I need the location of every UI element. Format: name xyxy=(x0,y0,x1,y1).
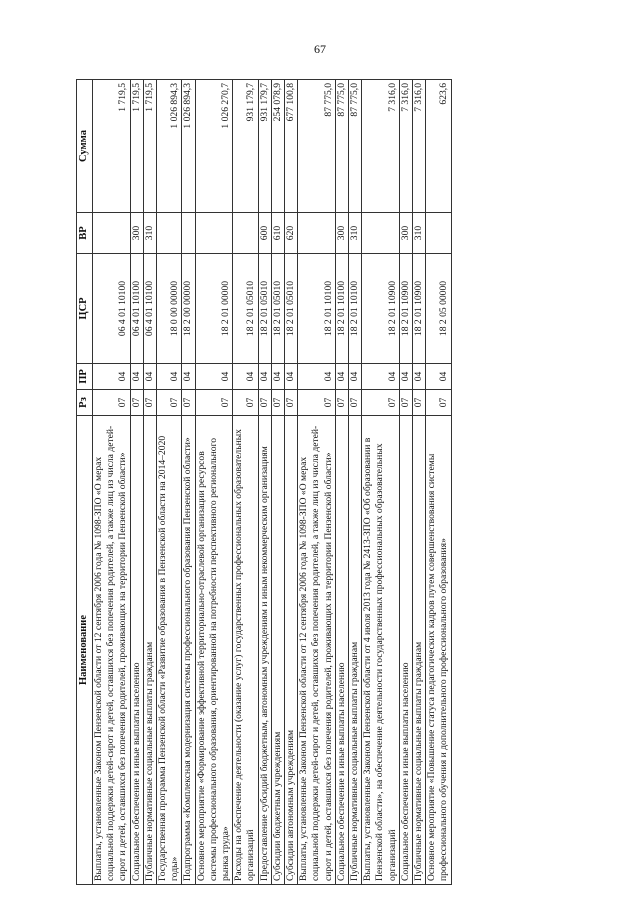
cell-csr: 18 2 05 00000 xyxy=(426,254,451,364)
cell-name: Основное мероприятие «Повышение статуса педагогических кадров путем совершенствования системы профессионального обучения и дополнительного профессионального образования» xyxy=(426,416,451,885)
table-row xyxy=(93,80,131,885)
cell-name: Публичные нормативные социальные выплаты гражданам xyxy=(143,416,156,885)
cell-csr: 18 2 00 00000 xyxy=(182,254,195,364)
table-row xyxy=(143,80,156,885)
header-vr: ВР xyxy=(77,213,93,254)
cell-csr: 18 2 01 05010 xyxy=(285,254,298,364)
cell-sum: 931 179,7 xyxy=(233,80,258,213)
cell-pr: 04 xyxy=(233,364,258,390)
cell-vr xyxy=(426,213,451,254)
cell-sum: 623,6 xyxy=(426,80,451,213)
cell-pr: 04 xyxy=(399,364,412,390)
cell-name: Предоставление субсидий бюджетным, автономным учреждениям и иным некоммерческим организациям xyxy=(258,416,271,885)
cell-rz: 07 xyxy=(195,390,233,416)
cell-name: Социальное обеспечение и иные выплаты населению xyxy=(399,416,412,885)
cell-name: Подпрограмма «Комплексная модернизация системы профессионального образования Пензенской области» xyxy=(182,416,195,885)
table-row xyxy=(413,80,426,885)
cell-vr: 300 xyxy=(399,213,412,254)
cell-name: Основное мероприятие «Формирование эффективной территориально-отраслевой организации ресурсов системы профессионального образования, ориентированной на потребности перспективного регионального рынка труда» xyxy=(195,416,233,885)
cell-pr: 04 xyxy=(298,364,336,390)
cell-pr: 04 xyxy=(130,364,143,390)
cell-vr: 610 xyxy=(271,213,284,254)
table-row xyxy=(285,80,298,885)
cell-sum: 7 316,0 xyxy=(399,80,412,213)
cell-sum: 1 719,5 xyxy=(143,80,156,213)
cell-pr: 04 xyxy=(93,364,131,390)
cell-vr: 600 xyxy=(258,213,271,254)
cell-rz: 07 xyxy=(182,390,195,416)
cell-name: Расходы на обеспечение деятельности (оказание услуг) государственных профессиональных образовательных организаций xyxy=(233,416,258,885)
cell-csr: 18 2 01 10100 xyxy=(298,254,336,364)
cell-csr: 18 2 01 10900 xyxy=(413,254,426,364)
cell-name: Социальное обеспечение и иные выплаты населению xyxy=(130,416,143,885)
cell-csr: 06 4 01 10100 xyxy=(93,254,131,364)
table-row xyxy=(399,80,412,885)
table-row xyxy=(157,80,182,885)
cell-pr: 04 xyxy=(413,364,426,390)
cell-sum: 1 026 894,3 xyxy=(182,80,195,213)
header-pr: ПР xyxy=(77,364,93,390)
cell-pr: 04 xyxy=(271,364,284,390)
cell-sum: 87 775,0 xyxy=(298,80,336,213)
table-row xyxy=(233,80,258,885)
cell-pr: 04 xyxy=(195,364,233,390)
cell-pr: 04 xyxy=(285,364,298,390)
cell-csr: 06 4 01 10100 xyxy=(143,254,156,364)
cell-csr: 18 2 01 10900 xyxy=(362,254,400,364)
cell-csr: 18 2 01 00000 xyxy=(195,254,233,364)
cell-rz: 07 xyxy=(349,390,362,416)
cell-csr: 18 2 01 10100 xyxy=(335,254,348,364)
cell-vr xyxy=(298,213,336,254)
cell-rz: 07 xyxy=(285,390,298,416)
cell-csr: 18 2 01 05010 xyxy=(271,254,284,364)
cell-sum: 931 179,7 xyxy=(258,80,271,213)
cell-name: Субсидии автономным учреждениям xyxy=(285,416,298,885)
cell-name: Социальное обеспечение и иные выплаты населению xyxy=(335,416,348,885)
cell-sum: 1 026 894,3 xyxy=(157,80,182,213)
cell-sum: 1 719,5 xyxy=(93,80,131,213)
cell-vr xyxy=(182,213,195,254)
table-row xyxy=(335,80,348,885)
cell-sum: 1 719,5 xyxy=(130,80,143,213)
cell-pr: 04 xyxy=(143,364,156,390)
cell-vr: 310 xyxy=(413,213,426,254)
cell-rz: 07 xyxy=(271,390,284,416)
rotated-table-wrapper xyxy=(76,80,555,885)
cell-rz: 07 xyxy=(413,390,426,416)
cell-rz: 07 xyxy=(298,390,336,416)
page-number: 67 xyxy=(314,42,326,56)
cell-csr: 18 2 01 10900 xyxy=(399,254,412,364)
cell-vr xyxy=(233,213,258,254)
table-row xyxy=(130,80,143,885)
cell-pr: 04 xyxy=(426,364,451,390)
header-name: Наименование xyxy=(77,416,93,885)
cell-sum: 87 775,0 xyxy=(335,80,348,213)
cell-csr: 18 2 01 10100 xyxy=(349,254,362,364)
table-header-row xyxy=(77,80,93,885)
cell-rz: 07 xyxy=(258,390,271,416)
cell-rz: 07 xyxy=(157,390,182,416)
cell-vr: 300 xyxy=(130,213,143,254)
cell-name: Государственная программа Пензенской области «Развитие образования в Пензенской области на 2014–2020 годы» xyxy=(157,416,182,885)
table-row xyxy=(298,80,336,885)
cell-rz: 07 xyxy=(335,390,348,416)
budget-table xyxy=(76,79,452,885)
cell-pr: 04 xyxy=(362,364,400,390)
cell-rz: 07 xyxy=(399,390,412,416)
cell-sum: 1 026 270,7 xyxy=(195,80,233,213)
cell-name: Выплаты, установленные Законом Пензенской области от 12 сентября 2006 года № 1098-ЗПО «О мерах социальной поддержки детей-сирот и детей, оставшихся без попечения родителей, а также лиц из числа детей-сирот и детей, оставшихся без попечения родителей, проживающих на территории Пензенской области» xyxy=(298,416,336,885)
cell-csr: 18 2 01 05010 xyxy=(258,254,271,364)
cell-pr: 04 xyxy=(335,364,348,390)
table-row xyxy=(349,80,362,885)
cell-csr: 06 4 01 10100 xyxy=(130,254,143,364)
cell-vr xyxy=(195,213,233,254)
cell-vr: 620 xyxy=(285,213,298,254)
cell-vr xyxy=(157,213,182,254)
cell-rz: 07 xyxy=(143,390,156,416)
table-row xyxy=(362,80,400,885)
cell-name: Выплаты, установленные Законом Пензенской области от 12 сентября 2006 года № 1098-ЗПО «О мерах социальной поддержки детей-сирот и детей, оставшихся без попечения родителей, а также лиц из числа детей-сирот и детей, оставшихся без попечения родителей, проживающих на территории Пензенской области» xyxy=(93,416,131,885)
cell-vr: 310 xyxy=(349,213,362,254)
cell-sum: 254 078,9 xyxy=(271,80,284,213)
cell-name: Субсидии бюджетным учреждениям xyxy=(271,416,284,885)
cell-sum: 87 775,0 xyxy=(349,80,362,213)
cell-vr: 310 xyxy=(143,213,156,254)
table-row xyxy=(182,80,195,885)
cell-vr xyxy=(93,213,131,254)
table-row xyxy=(195,80,233,885)
cell-rz: 07 xyxy=(93,390,131,416)
cell-rz: 07 xyxy=(362,390,400,416)
cell-name: Публичные нормативные социальные выплаты гражданам xyxy=(349,416,362,885)
table-row xyxy=(426,80,451,885)
table-row xyxy=(271,80,284,885)
cell-rz: 07 xyxy=(130,390,143,416)
header-csr: ЦСР xyxy=(77,254,93,364)
cell-pr: 04 xyxy=(258,364,271,390)
cell-sum: 7 316,0 xyxy=(413,80,426,213)
cell-csr: 18 0 00 00000 xyxy=(157,254,182,364)
table-row xyxy=(258,80,271,885)
cell-vr: 300 xyxy=(335,213,348,254)
cell-pr: 04 xyxy=(182,364,195,390)
cell-pr: 04 xyxy=(349,364,362,390)
header-rz: Рз xyxy=(77,390,93,416)
cell-pr: 04 xyxy=(157,364,182,390)
cell-rz: 07 xyxy=(426,390,451,416)
cell-sum: 7 316,0 xyxy=(362,80,400,213)
cell-csr: 18 2 01 05010 xyxy=(233,254,258,364)
header-sum: Сумма xyxy=(77,80,93,213)
cell-rz: 07 xyxy=(233,390,258,416)
cell-sum: 677 100,8 xyxy=(285,80,298,213)
cell-name: Публичные нормативные социальные выплаты гражданам xyxy=(413,416,426,885)
cell-vr xyxy=(362,213,400,254)
cell-name: Выплаты, установленные Законом Пензенской области от 4 июля 2013 года № 2413-ЗПО «Об образовании в Пензенской области», на обеспечение деятельности государственных профессиональных образовательных организаций xyxy=(362,416,400,885)
